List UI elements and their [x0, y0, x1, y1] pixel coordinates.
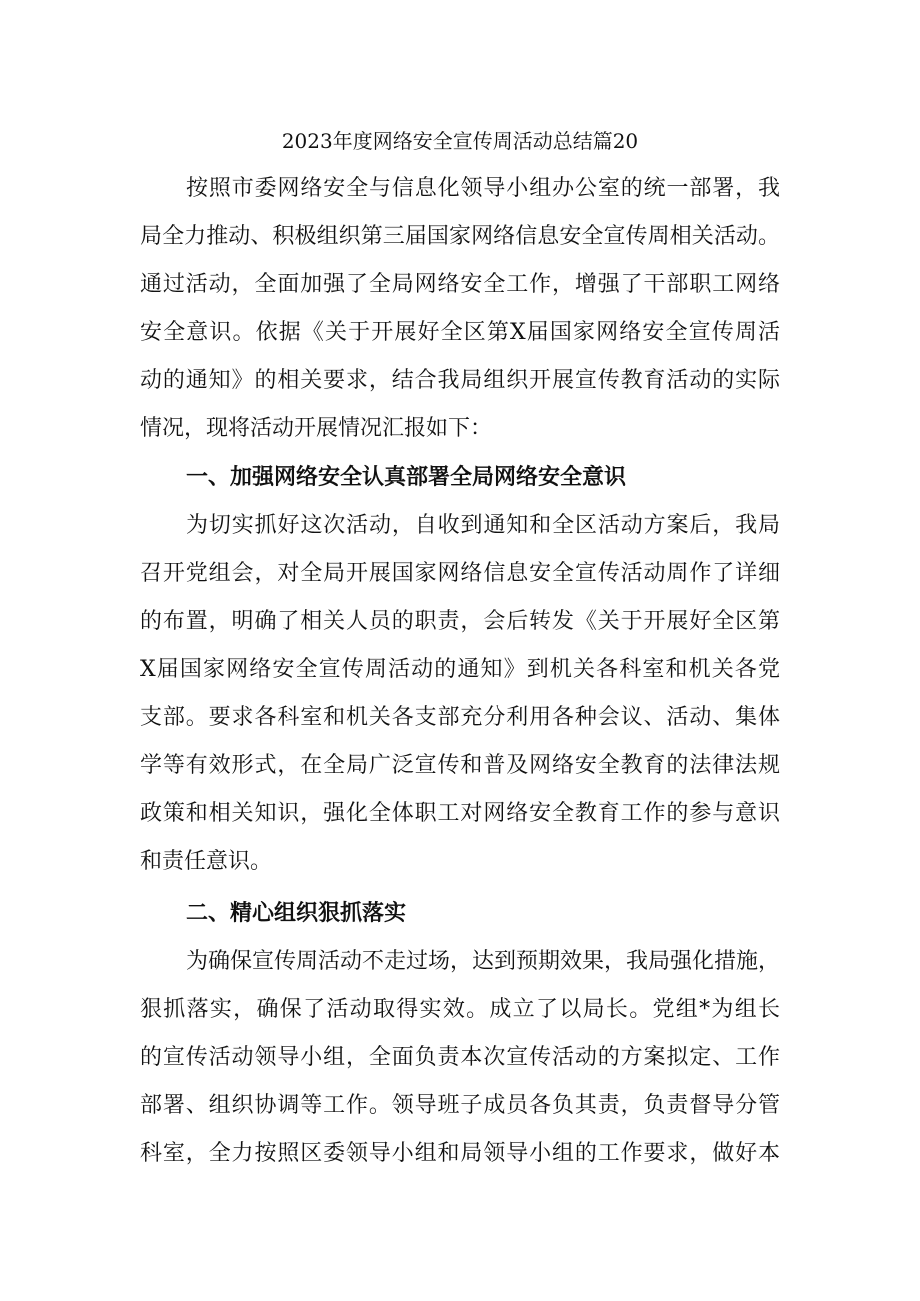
paragraph-line: 和责任意识。 — [140, 849, 273, 874]
paragraph-line: 召开党组会，对全局开展国家网络信息安全宣传活动周作了详细 — [140, 561, 780, 586]
section-heading: 一、加强网络安全认真部署全局网络安全意识 — [186, 465, 627, 490]
paragraph-line: 情况，现将活动开展情况汇报如下： — [140, 416, 493, 441]
paragraph-line: 支部。要求各科室和机关各支部充分利用各种会议、活动、集体 — [140, 705, 780, 730]
paragraph-line: 为确保宣传周活动不走过场，达到预期效果，我局强化措施， — [186, 949, 781, 974]
paragraph-line: 局全力推动、积极组织第三届国家网络信息安全宣传周相关活动。 — [140, 224, 780, 249]
document-title: 2023年度网络安全宣传周活动总结篇20 — [281, 129, 639, 153]
paragraph-line: 安全意识。依据《关于开展好全区第X届国家网络安全宣传周活 — [140, 320, 780, 345]
paragraph-line: 科室，全力按照区委领导小组和局领导小组的工作要求，做好本 — [140, 1141, 780, 1166]
paragraph-line: 通过活动，全面加强了全局网络安全工作，增强了干部职工网络 — [140, 272, 780, 297]
paragraph-line: 狠抓落实，确保了活动取得实效。成立了以局长。党组*为组长 — [140, 997, 780, 1022]
paragraph-line: 按照市委网络安全与信息化领导小组办公室的统一部署，我 — [186, 176, 780, 201]
paragraph-line: 的布置，明确了相关人员的职责，会后转发《关于开展好全区第 — [140, 609, 780, 634]
paragraph-line: 政策和相关知识，强化全体职工对网络安全教育工作的参与意识 — [140, 801, 780, 826]
paragraph-line: 动的通知》的相关要求，结合我局组织开展宣传教育活动的实际 — [140, 368, 780, 393]
paragraph-line: 的宣传活动领导小组，全面负责本次宣传活动的方案拟定、工作 — [140, 1045, 780, 1070]
paragraph-line: X届国家网络安全宣传周活动的通知》到机关各科室和机关各党 — [140, 657, 780, 682]
paragraph-line: 学等有效形式，在全局广泛宣传和普及网络安全教育的法律法规 — [140, 753, 780, 778]
paragraph-line: 为切实抓好这次活动，自收到通知和全区活动方案后，我局 — [186, 513, 780, 538]
paragraph-line: 部署、组织协调等工作。领导班子成员各负其责，负责督导分管 — [140, 1093, 780, 1118]
section-heading: 二、精心组织狠抓落实 — [186, 901, 407, 926]
